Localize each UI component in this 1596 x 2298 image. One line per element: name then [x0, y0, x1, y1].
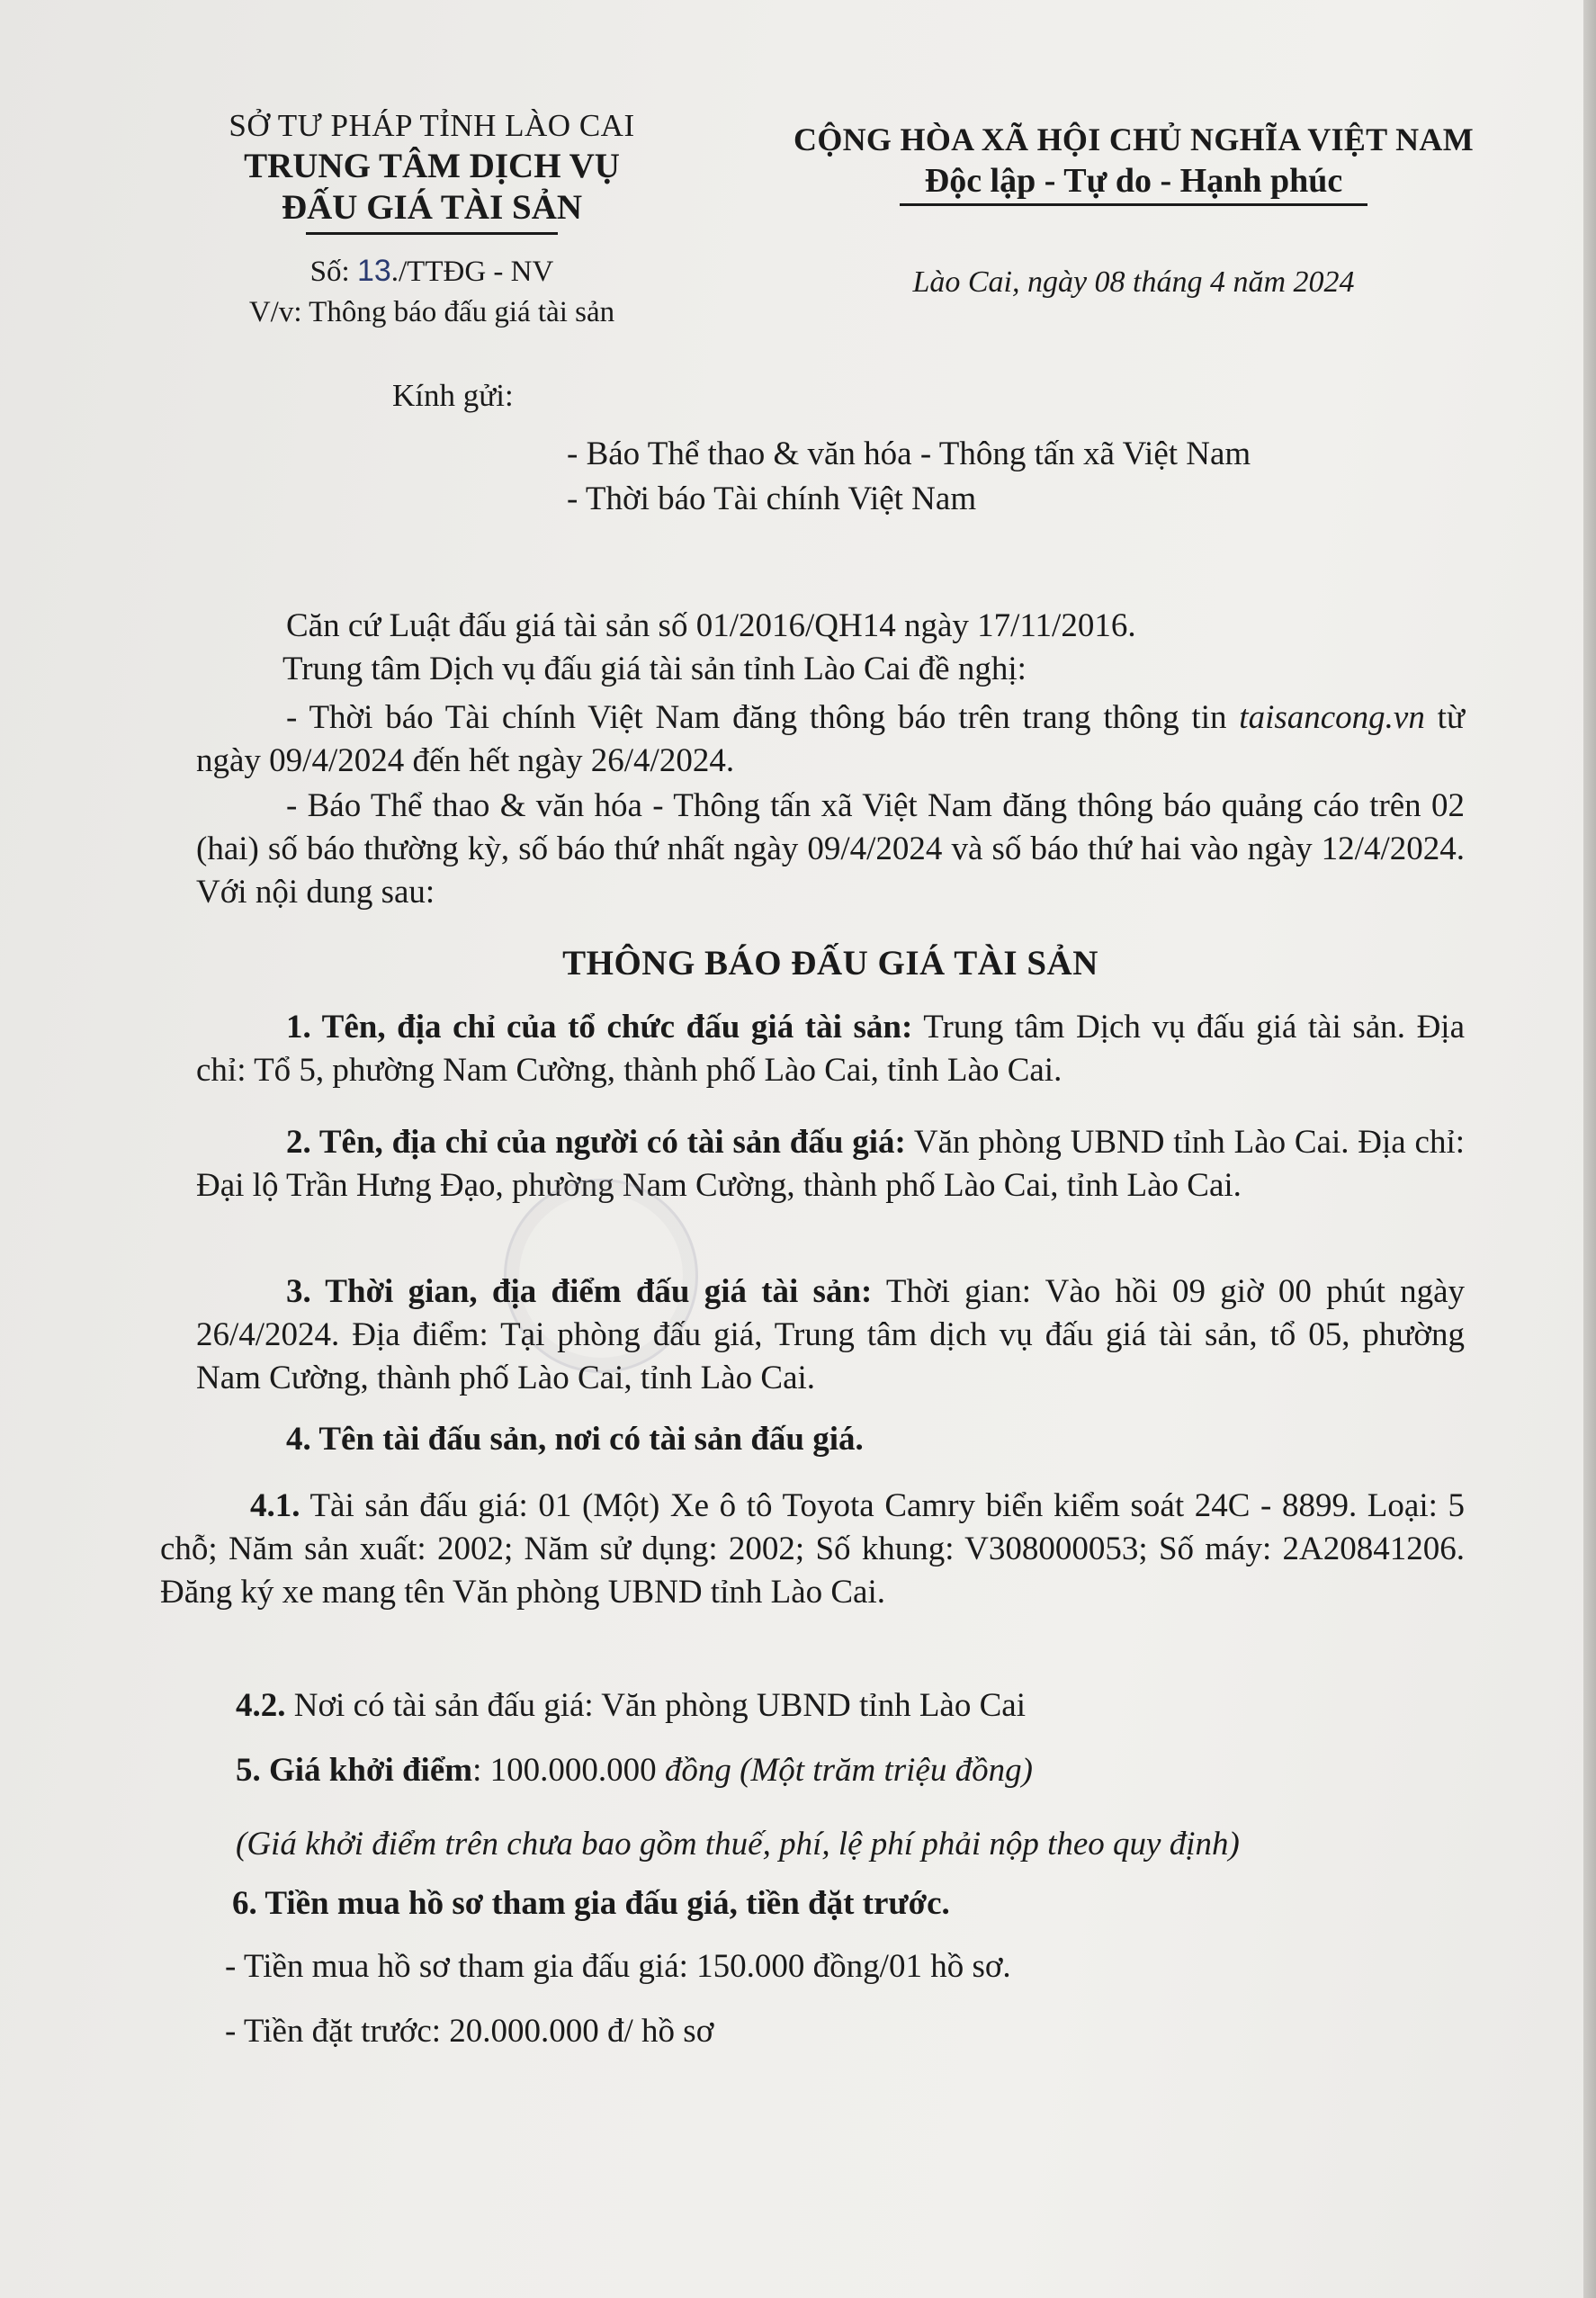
motto-underline: [900, 203, 1367, 206]
recipient-title: Kính gửi:: [392, 378, 514, 413]
section-5-note: (Giá khởi điểm trên chưa bao gồm thuế, phí, lệ phí phải nộp theo quy định): [236, 1826, 1240, 1863]
section-4-1-text: Tài sản đấu giá: 01 (Một) Xe ô tô Toyota Camry biển kiểm soát 24C - 8899. Loại: 5 chỗ; Năm sản xuất: 2002; Năm sử dụng: 2002; Số khung: V308000053; Số máy: 2A20841206. Đăng ký xe mang tên Văn phòng UBND tỉnh Lào Cai.: [160, 1487, 1465, 1611]
section-1-text: Trung tâm Dịch vụ đấu giá tài sản. Địa chỉ: Tổ 5, phường Nam Cường, thành phố Lào Cai, tỉnh Lào Cai.: [196, 1009, 1465, 1089]
doc-number-handwritten: 13: [356, 254, 391, 288]
website-name: taisancong.vn: [1239, 699, 1425, 736]
paper-edge: [1583, 0, 1596, 2298]
section-4-2-label: 4.2.: [236, 1687, 286, 1724]
section-5-value: : 100.000.000: [472, 1752, 665, 1789]
republic-name: CỘNG HÒA XÃ HỘI CHỦ NGHĨA VIỆT NAM: [794, 121, 1474, 157]
request-intro: Trung tâm Dịch vụ đấu giá tài sản tỉnh Lào Cai đề nghị:: [282, 651, 1027, 687]
national-header: [738, 119, 1529, 303]
document-number: [180, 251, 684, 292]
center-name-line1: TRUNG TÂM DỊCH VỤ: [244, 147, 620, 185]
issuer-underline: [306, 232, 558, 235]
document-subject: V/v: Thông báo đấu giá tài sản: [248, 296, 615, 328]
section-1-label: 1. Tên, địa chỉ của tổ chức đấu giá tài sản:: [286, 1009, 913, 1046]
notice-title: THÔNG BÁO ĐẤU GIÁ TÀI SẢN: [562, 944, 1098, 983]
section-6-label: 6. Tiền mua hồ sơ tham gia đấu giá, tiền đặt trước.: [232, 1885, 950, 1922]
request-item-sports-paper: - Báo Thể thao & văn hóa - Thông tấn xã Việt Nam đăng thông báo quảng cáo trên 02 (hai) số báo thường kỳ, số báo thứ nhất ngày 09/4/2024 và số báo thứ hai vào ngày 12/4/2024. Với nội dung sau:: [196, 787, 1465, 911]
section-6-item: - Tiền đặt trước: 20.000.000 đ/ hồ sơ: [225, 2013, 714, 2050]
section-5-value-words: đồng (Một trăm triệu đồng): [664, 1752, 1033, 1789]
section-1: [196, 1006, 1465, 1092]
section-5-label: 5. Giá khởi điểm: [236, 1752, 473, 1789]
section-6: [232, 1882, 1519, 1925]
recipient-item: - Thời báo Tài chính Việt Nam: [567, 480, 977, 517]
section-4-label: 4. Tên tài đấu sản, nơi có tài sản đấu giá.: [286, 1421, 864, 1458]
section-4-2-text: Nơi có tài sản đấu giá: Văn phòng UBND tỉnh Lào Cai: [285, 1687, 1026, 1724]
request-item-finance-times: [196, 696, 1465, 783]
section-2-label: 2. Tên, địa chỉ của người có tài sản đấu giá:: [286, 1124, 906, 1161]
doc-number-prefix: Số:: [309, 256, 357, 288]
dateline: Lào Cai, ngày 08 tháng 4 năm 2024: [912, 265, 1355, 299]
section-5: [236, 1749, 1522, 1792]
section-4-1-label: 4.1.: [250, 1487, 300, 1524]
recipient-item: - Báo Thể thao & văn hóa - Thông tấn xã Việt Nam: [567, 435, 1251, 472]
request-text-a: - Thời báo Tài chính Việt Nam đăng thông báo trên trang thông tin: [286, 699, 1240, 736]
section-3: [196, 1270, 1465, 1400]
section-2: [196, 1121, 1465, 1207]
recipient-list: [567, 432, 1251, 522]
section-4: [196, 1418, 1465, 1461]
national-motto: Độc lập - Tự do - Hạnh phúc: [924, 162, 1343, 200]
section-3-text: Thời gian: Vào hồi 09 giờ 00 phút ngày 26/4/2024. Địa điểm: Tại phòng đấu giá, Trung tâm dịch vụ đấu giá tài sản, tổ 05, phường Nam Cường, thành phố Lào Cai, tỉnh Lào Cai.: [196, 1273, 1465, 1396]
section-6-item: - Tiền mua hồ sơ tham gia đấu giá: 150.000 đồng/01 hồ sơ.: [225, 1948, 1011, 1985]
agency-name: SỞ TƯ PHÁP TỈNH LÀO CAI: [229, 108, 635, 143]
section-3-label: 3. Thời gian, địa điểm đấu giá tài sản:: [286, 1273, 873, 1310]
legal-basis: Căn cứ Luật đấu giá tài sản số 01/2016/QH14 ngày 17/11/2016.: [286, 607, 1136, 644]
section-4-1: [160, 1485, 1465, 1614]
request-text-b: từ ngày 09/4/2024 đến hết ngày 26/4/2024.: [196, 699, 1465, 779]
center-name-line2: ĐẤU GIÁ TÀI SẢN: [281, 188, 583, 227]
doc-number-suffix: ./TTĐG - NV: [390, 256, 554, 288]
section-2-text: Văn phòng UBND tỉnh Lào Cai. Địa chỉ: Đại lộ Trần Hưng Đạo, phường Nam Cường, thành phố Lào Cai, tỉnh Lào Cai.: [196, 1124, 1465, 1204]
section-4-2: [236, 1684, 1522, 1728]
issuer-block: [180, 106, 684, 333]
